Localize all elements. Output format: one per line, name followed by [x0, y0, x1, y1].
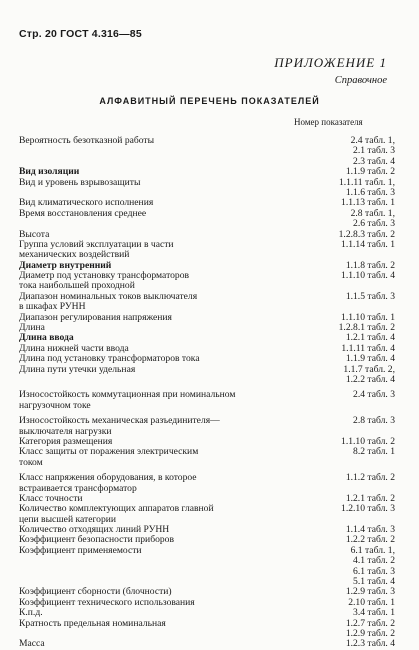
indicator-number: 1.2.2 табл. 4: [345, 373, 395, 385]
index-entry: [19, 401, 395, 411]
indicator-number: 1.2.2 табл. 2: [345, 534, 395, 546]
indicator-number: 1.2.1 табл. 2: [345, 492, 395, 504]
index-entry: [19, 447, 395, 457]
indicator-name: Вид климатического исполнения: [19, 197, 154, 209]
indicator-number: 1.1.10 табл. 1: [341, 311, 395, 323]
indicator-name: Коэффициент безопасности приборов: [19, 534, 174, 546]
document-title: АЛФАВИТНЫЙ ПЕРЕЧЕНЬ ПОКАЗАТЕЛЕЙ: [99, 96, 320, 106]
indicator-name: Количество комплектующих аппаратов главной: [19, 503, 214, 515]
index-entry: [19, 146, 395, 156]
indicator-name: Кратность предельная номинальная: [19, 617, 166, 629]
indicator-number: 1.2.7 табл. 2: [345, 617, 395, 629]
indicator-number: 6.1 табл. 1,: [350, 544, 395, 556]
indicator-number: 2.1 табл. 3: [353, 145, 395, 157]
indicator-number: 1.1.5 табл. 3: [345, 290, 395, 302]
indicator-name: током: [19, 456, 43, 468]
index-entry: [19, 458, 395, 468]
indicator-name: Масса: [19, 638, 45, 650]
indicator-number: 2.4 табл. 3: [353, 389, 395, 401]
indicator-name: Класс защиты от поражения электрическим: [19, 446, 199, 458]
indicator-name: Количество отходящих линий РУНН: [19, 524, 170, 536]
indicator-number: 1.1.10 табл. 2: [341, 435, 395, 447]
indicator-name: К.п.д.: [19, 607, 43, 619]
indicator-name: Коэффициент технического использования: [19, 596, 195, 608]
indicator-name: в шкафах РУНН: [19, 301, 86, 313]
indicator-name: Класс точности: [19, 492, 83, 504]
index-entry: [19, 219, 395, 229]
indicator-number: 1.1.9 табл. 4: [345, 353, 395, 365]
indicator-name: Диаметр под установку трансформаторов: [19, 270, 190, 282]
indicator-name: Коэффициент сборности (блочности): [19, 586, 172, 598]
indicator-name: Длина ввода: [19, 332, 74, 344]
indicator-name: тока наибольшей проходной: [19, 280, 135, 292]
index-entry: [19, 546, 395, 556]
indicator-name: Класс напряжения оборудования, в которое: [19, 472, 197, 484]
indicator-name: Длина нижней части ввода: [19, 342, 129, 354]
indicator-number: 5.1 табл. 4: [353, 576, 395, 588]
indicator-number: 1.2.8.1 табл. 2: [338, 322, 395, 334]
indicator-name: Вид изоляции: [19, 166, 80, 178]
indicator-name: Время восстановления среднее: [19, 207, 147, 219]
indicator-name: Группа условий эксплуатации в части: [19, 238, 174, 250]
index-entry: [19, 629, 395, 639]
indicator-number: 2.6 табл. 3: [353, 218, 395, 230]
appendix-subtitle: Справочное: [334, 75, 387, 86]
index-entry: [19, 567, 395, 577]
indicator-number: 1.1.14 табл. 1: [341, 238, 395, 250]
indicator-name: Вид и уровень взрывозащиты: [19, 176, 141, 188]
index-entry: [19, 639, 395, 649]
indicator-name: механических воздействий: [19, 249, 130, 261]
appendix-block: [274, 55, 387, 86]
indicator-name: Высота: [19, 228, 50, 240]
index-entry: [19, 136, 395, 146]
indicator-name: встраивается трансформатор: [19, 482, 137, 494]
index-entry: [19, 209, 395, 219]
indicator-number: 1.2.9 табл. 2: [345, 627, 395, 639]
indicator-name: Диапазон номинальных токов выключателя: [19, 290, 198, 302]
index-entry: [19, 365, 395, 375]
index-entry: [19, 556, 395, 566]
indicator-name: нагрузочном токе: [19, 399, 91, 411]
index-entry: [19, 619, 395, 629]
index-entry: [19, 598, 395, 608]
indicator-number: 1.2.8.3 табл. 2: [338, 228, 395, 240]
indicator-number: 2.3 табл. 4: [353, 155, 395, 167]
indicator-name: Категория размещения: [19, 435, 113, 447]
indicator-name: Диапазон регулирования напряжения: [19, 311, 172, 323]
page-header: Стр. 20 ГОСТ 4.316—85: [19, 28, 142, 40]
indicator-number: 1.2.1 табл. 4: [345, 332, 395, 344]
indicator-number: 1.1.11 табл. 1,: [338, 176, 395, 188]
indicator-number: 1.1.7 табл. 2,: [343, 363, 395, 375]
indicator-number: 1.1.11 табл. 4: [341, 342, 395, 354]
indicator-number: 1.1.13 табл. 1: [341, 197, 395, 209]
indicator-number: 2.4 табл. 1,: [350, 135, 395, 146]
indicator-number: 3.4 табл. 1: [353, 607, 395, 619]
indicator-number: 2.10 табл. 1: [348, 596, 395, 608]
indicator-number: 1.2.9 табл. 3: [345, 586, 395, 598]
indicator-name: Длина пути утечки удельная: [19, 363, 136, 375]
index-entry: [19, 178, 395, 188]
indicator-name: Износостойкость механическая разъединителя—: [19, 415, 220, 427]
indicator-name: Длина: [19, 322, 45, 334]
indicator-number: 1.1.2 табл. 2: [345, 472, 395, 484]
indicator-name: Износостойкость коммутационная при номинальном: [19, 389, 236, 401]
indicator-number: 8.2 табл. 1: [353, 446, 395, 458]
indicator-number: 2.8 табл. 3: [353, 415, 395, 427]
indicator-number: 4.1 табл. 2: [353, 555, 395, 567]
index-entry: [19, 473, 395, 483]
indicator-number: 1.1.8 табл. 2: [345, 259, 395, 271]
index-entry: [19, 416, 395, 426]
index-entry: [19, 167, 395, 177]
index-entry: [19, 375, 395, 385]
indicator-number: 1.2.3 табл. 4: [345, 638, 395, 650]
indicator-name: выключателя нагрузки: [19, 425, 112, 437]
index-entry: [19, 323, 395, 333]
column-header: Номер показателя: [294, 117, 363, 127]
indicator-name: цепи высшей категории: [19, 513, 117, 525]
indicator-name: Диаметр внутренний: [19, 259, 112, 271]
indicator-number: 1.1.10 табл. 4: [341, 270, 395, 282]
appendix-title: ПРИЛОЖЕНИЕ 1: [274, 55, 387, 70]
indicator-number: 1.2.10 табл. 3: [341, 503, 395, 515]
indicator-name: Длина под установку трансформаторов тока: [19, 353, 200, 365]
indicator-number: 1.1.6 табл. 3: [345, 186, 395, 198]
indicator-number: 6.1 табл. 3: [353, 565, 395, 577]
indicator-name: Коэффициент применяемости: [19, 544, 142, 556]
indicator-number: 1.1.9 табл. 2: [345, 166, 395, 178]
index-list: [19, 131, 395, 650]
indicator-name: Вероятность безотказной работы: [19, 135, 155, 146]
indicator-number: 1.1.4 табл. 3: [345, 524, 395, 536]
indicator-number: 2.8 табл. 1,: [350, 207, 395, 219]
